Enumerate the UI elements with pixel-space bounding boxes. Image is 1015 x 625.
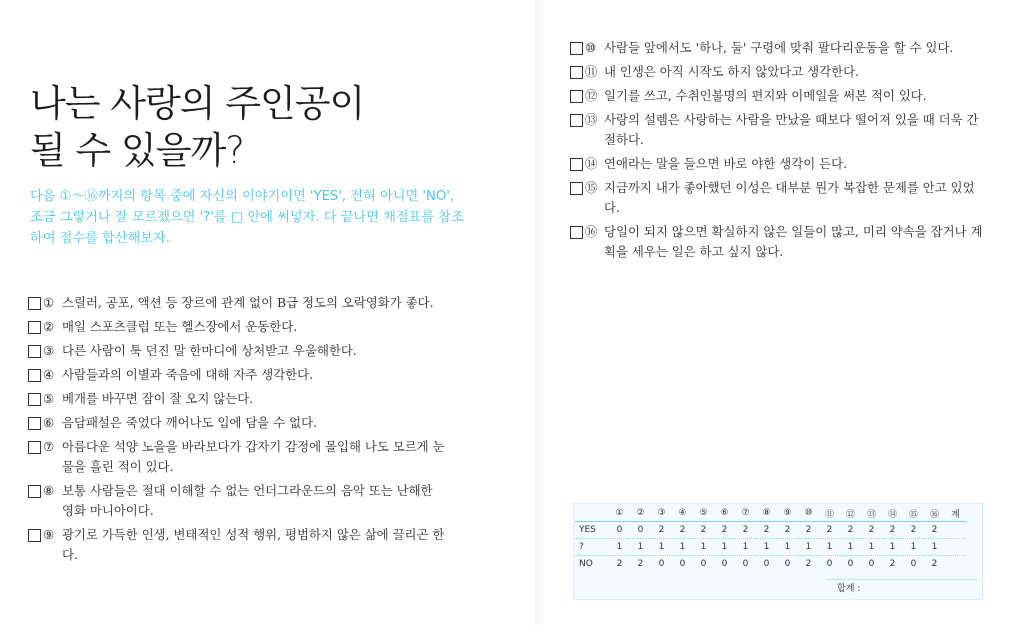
score-cell: 2 xyxy=(924,556,945,573)
question-number: ① xyxy=(43,295,55,310)
score-cell: 2 xyxy=(861,522,882,539)
score-header-cell: ⑧ xyxy=(756,505,777,522)
score-header-cell: ⑦ xyxy=(735,505,756,522)
score-cell: 2 xyxy=(882,522,903,539)
score-header-cell: ⑫ xyxy=(840,505,861,522)
score-cell: 2 xyxy=(882,556,903,573)
score-cell: 2 xyxy=(798,556,819,573)
score-cell: 0 xyxy=(777,556,798,573)
question-item xyxy=(28,437,448,477)
question-text: 베개를 바꾸면 잠이 잘 오지 않는다. xyxy=(62,391,254,406)
question-number: ⑩ xyxy=(585,40,597,55)
answer-checkbox[interactable] xyxy=(570,226,583,239)
question-text: 사람들 앞에서도 '하나, 둘' 구령에 맞춰 팔다리운동을 할 수 있다. xyxy=(604,40,954,55)
title-line-2: 될 수 있을까? xyxy=(30,129,244,172)
answer-checkbox[interactable] xyxy=(28,529,41,542)
score-cell: 2 xyxy=(651,522,672,539)
answer-checkbox[interactable] xyxy=(28,417,41,430)
score-cell: 1 xyxy=(924,539,945,556)
question-item xyxy=(570,222,985,262)
score-cell: 2 xyxy=(924,522,945,539)
score-cell: 2 xyxy=(630,556,651,573)
score-cell: 1 xyxy=(777,539,798,556)
score-cell: 2 xyxy=(798,522,819,539)
score-header-cell: ⑥ xyxy=(714,505,735,522)
score-cell: 1 xyxy=(840,539,861,556)
question-text: 광기로 가득한 인생, 변태적인 성적 행위, 평범하지 않은 삶에 끌리곤 한다. xyxy=(62,527,445,562)
answer-checkbox[interactable] xyxy=(570,114,583,127)
question-list-left xyxy=(28,293,448,569)
answer-checkbox[interactable] xyxy=(28,441,41,454)
question-text: 일기를 쓰고, 수취인불명의 편지와 이메일을 써본 적이 있다. xyxy=(604,88,927,103)
question-number: ⑧ xyxy=(43,483,55,498)
answer-checkbox[interactable] xyxy=(28,345,41,358)
question-item xyxy=(28,341,448,361)
answer-checkbox[interactable] xyxy=(28,321,41,334)
total-label: 합계 : xyxy=(837,584,861,594)
score-header-cell: 계 xyxy=(945,505,966,522)
book-gutter xyxy=(535,0,545,625)
question-text: 보통 사람들은 절대 이해할 수 없는 언더그라운드의 음악 또는 난해한 영화 마니아이다. xyxy=(62,483,433,518)
score-cell xyxy=(945,522,966,539)
answer-checkbox[interactable] xyxy=(570,42,583,55)
score-table xyxy=(573,503,983,600)
score-corner-cell xyxy=(575,505,609,522)
score-header-cell: ⑮ xyxy=(903,505,924,522)
question-item xyxy=(28,525,448,565)
score-cell: 1 xyxy=(756,539,777,556)
question-number: ⑦ xyxy=(43,439,55,454)
score-cell: 1 xyxy=(735,539,756,556)
score-row xyxy=(575,556,966,573)
score-header-cell: ⑭ xyxy=(882,505,903,522)
answer-checkbox[interactable] xyxy=(28,297,41,310)
score-cell: 1 xyxy=(672,539,693,556)
score-cell: 2 xyxy=(819,522,840,539)
question-item xyxy=(570,38,985,58)
score-row xyxy=(575,539,966,556)
question-text: 지금까지 내가 좋아했던 이성은 대부분 뭔가 복잡한 문제를 안고 있었다. xyxy=(604,180,975,215)
question-number: ④ xyxy=(43,367,55,382)
question-number: ⑤ xyxy=(43,391,55,406)
answer-checkbox[interactable] xyxy=(28,393,41,406)
score-cell: 0 xyxy=(735,556,756,573)
score-cell: 2 xyxy=(672,522,693,539)
question-number: ⑭ xyxy=(585,156,598,171)
score-cell: 2 xyxy=(840,522,861,539)
answer-checkbox[interactable] xyxy=(28,369,41,382)
score-header-cell: ① xyxy=(609,505,630,522)
instructions: 다음 ①～⑯까지의 항목 중에 자신의 이야기이면 'YES', 전혀 아니면 'NO', 조금 그렇거나 잘 모르겠으면 '?'를 □ 안에 써넣자. 다 끝나면 채점표를 참조하여 점수를 합산해보자. xyxy=(30,189,464,246)
score-cell: 2 xyxy=(735,522,756,539)
question-item xyxy=(28,317,448,337)
score-header-cell: ⑯ xyxy=(924,505,945,522)
score-cell: 1 xyxy=(651,539,672,556)
score-cell: 0 xyxy=(903,556,924,573)
score-cell: 0 xyxy=(672,556,693,573)
question-item xyxy=(570,154,985,174)
question-text: 사랑의 설렘은 사랑하는 사람을 만났을 때보다 떨어져 있을 때 더욱 간절하다. xyxy=(604,112,979,147)
question-item xyxy=(570,178,985,218)
question-text: 당일이 되지 않으면 확실하지 않은 일들이 많고, 미리 약속을 잡거나 계획을 세우는 일은 하고 싶지 않다. xyxy=(604,224,983,259)
question-text: 스릴러, 공포, 액션 등 장르에 관계 없이 B급 정도의 오락영화가 좋다. xyxy=(62,295,434,310)
score-cell: 0 xyxy=(714,556,735,573)
score-header-cell: ⑩ xyxy=(798,505,819,522)
question-number: ⑮ xyxy=(585,180,598,195)
question-number: ⑪ xyxy=(585,64,598,79)
answer-checkbox[interactable] xyxy=(570,66,583,79)
question-number: ⑯ xyxy=(585,224,598,239)
question-list-right xyxy=(570,38,985,266)
total-field[interactable] xyxy=(827,579,977,597)
question-number: ③ xyxy=(43,343,55,358)
score-cell: 2 xyxy=(693,522,714,539)
question-text: 내 인생은 아직 시작도 하지 않았다고 생각한다. xyxy=(604,64,859,79)
score-cell: 0 xyxy=(861,556,882,573)
score-row xyxy=(575,522,966,539)
question-number: ⑨ xyxy=(43,527,55,542)
score-row-label: ? xyxy=(575,539,609,556)
score-cell: 0 xyxy=(840,556,861,573)
score-cell: 1 xyxy=(714,539,735,556)
score-cell: 2 xyxy=(903,522,924,539)
score-cell: 0 xyxy=(756,556,777,573)
score-header-cell: ④ xyxy=(672,505,693,522)
question-item xyxy=(28,389,448,409)
score-header-row xyxy=(575,505,966,522)
score-cell: 1 xyxy=(693,539,714,556)
score-header-cell: ⑤ xyxy=(693,505,714,522)
title-line-1: 나는 사랑의 주인공이 xyxy=(30,82,365,125)
page-title xyxy=(30,80,364,174)
score-cell: 1 xyxy=(861,539,882,556)
score-cell: 1 xyxy=(609,539,630,556)
score-cell xyxy=(945,539,966,556)
score-cell: 2 xyxy=(756,522,777,539)
score-header-cell: ② xyxy=(630,505,651,522)
score-cell: 2 xyxy=(609,556,630,573)
question-item xyxy=(570,110,985,150)
score-cell: 1 xyxy=(798,539,819,556)
answer-checkbox[interactable] xyxy=(570,158,583,171)
score-cell: 0 xyxy=(651,556,672,573)
score-row-label: YES xyxy=(575,522,609,539)
question-item xyxy=(28,413,448,433)
answer-checkbox[interactable] xyxy=(28,485,41,498)
score-header-cell: ⑬ xyxy=(861,505,882,522)
score-cell: 1 xyxy=(882,539,903,556)
question-text: 연애라는 말을 들으면 바로 야한 생각이 든다. xyxy=(604,156,848,171)
answer-checkbox[interactable] xyxy=(570,182,583,195)
score-cell: 1 xyxy=(630,539,651,556)
score-cell: 2 xyxy=(714,522,735,539)
question-item xyxy=(570,86,985,106)
question-text: 매일 스포츠클럽 또는 헬스장에서 운동한다. xyxy=(62,319,298,334)
score-cell: 0 xyxy=(819,556,840,573)
question-item xyxy=(28,365,448,385)
score-cell: 0 xyxy=(630,522,651,539)
score-header-cell: ⑪ xyxy=(819,505,840,522)
score-cell: 0 xyxy=(693,556,714,573)
question-item xyxy=(28,293,448,313)
question-number: ② xyxy=(43,319,55,334)
question-item xyxy=(28,481,448,521)
question-number: ⑬ xyxy=(585,112,598,127)
score-cell xyxy=(945,556,966,573)
question-text: 다른 사람이 툭 던진 말 한마디에 상처받고 우울해한다. xyxy=(62,343,357,358)
score-grid xyxy=(575,505,966,572)
score-cell: 1 xyxy=(819,539,840,556)
score-cell: 2 xyxy=(777,522,798,539)
score-header-cell: ③ xyxy=(651,505,672,522)
score-cell: 1 xyxy=(903,539,924,556)
question-text: 아름다운 석양 노을을 바라보다가 갑자기 감정에 몰입해 나도 모르게 눈물을 흘린 적이 있다. xyxy=(62,439,445,474)
score-cell: 0 xyxy=(609,522,630,539)
question-number: ⑥ xyxy=(43,415,55,430)
answer-checkbox[interactable] xyxy=(570,90,583,103)
question-text: 음담패설은 죽었다 깨어나도 입에 담을 수 없다. xyxy=(62,415,317,430)
question-number: ⑫ xyxy=(585,88,598,103)
score-header-cell: ⑨ xyxy=(777,505,798,522)
question-text: 사람들과의 이별과 죽음에 대해 자주 생각한다. xyxy=(62,367,314,382)
question-item xyxy=(570,62,985,82)
score-row-label: NO xyxy=(575,556,609,573)
